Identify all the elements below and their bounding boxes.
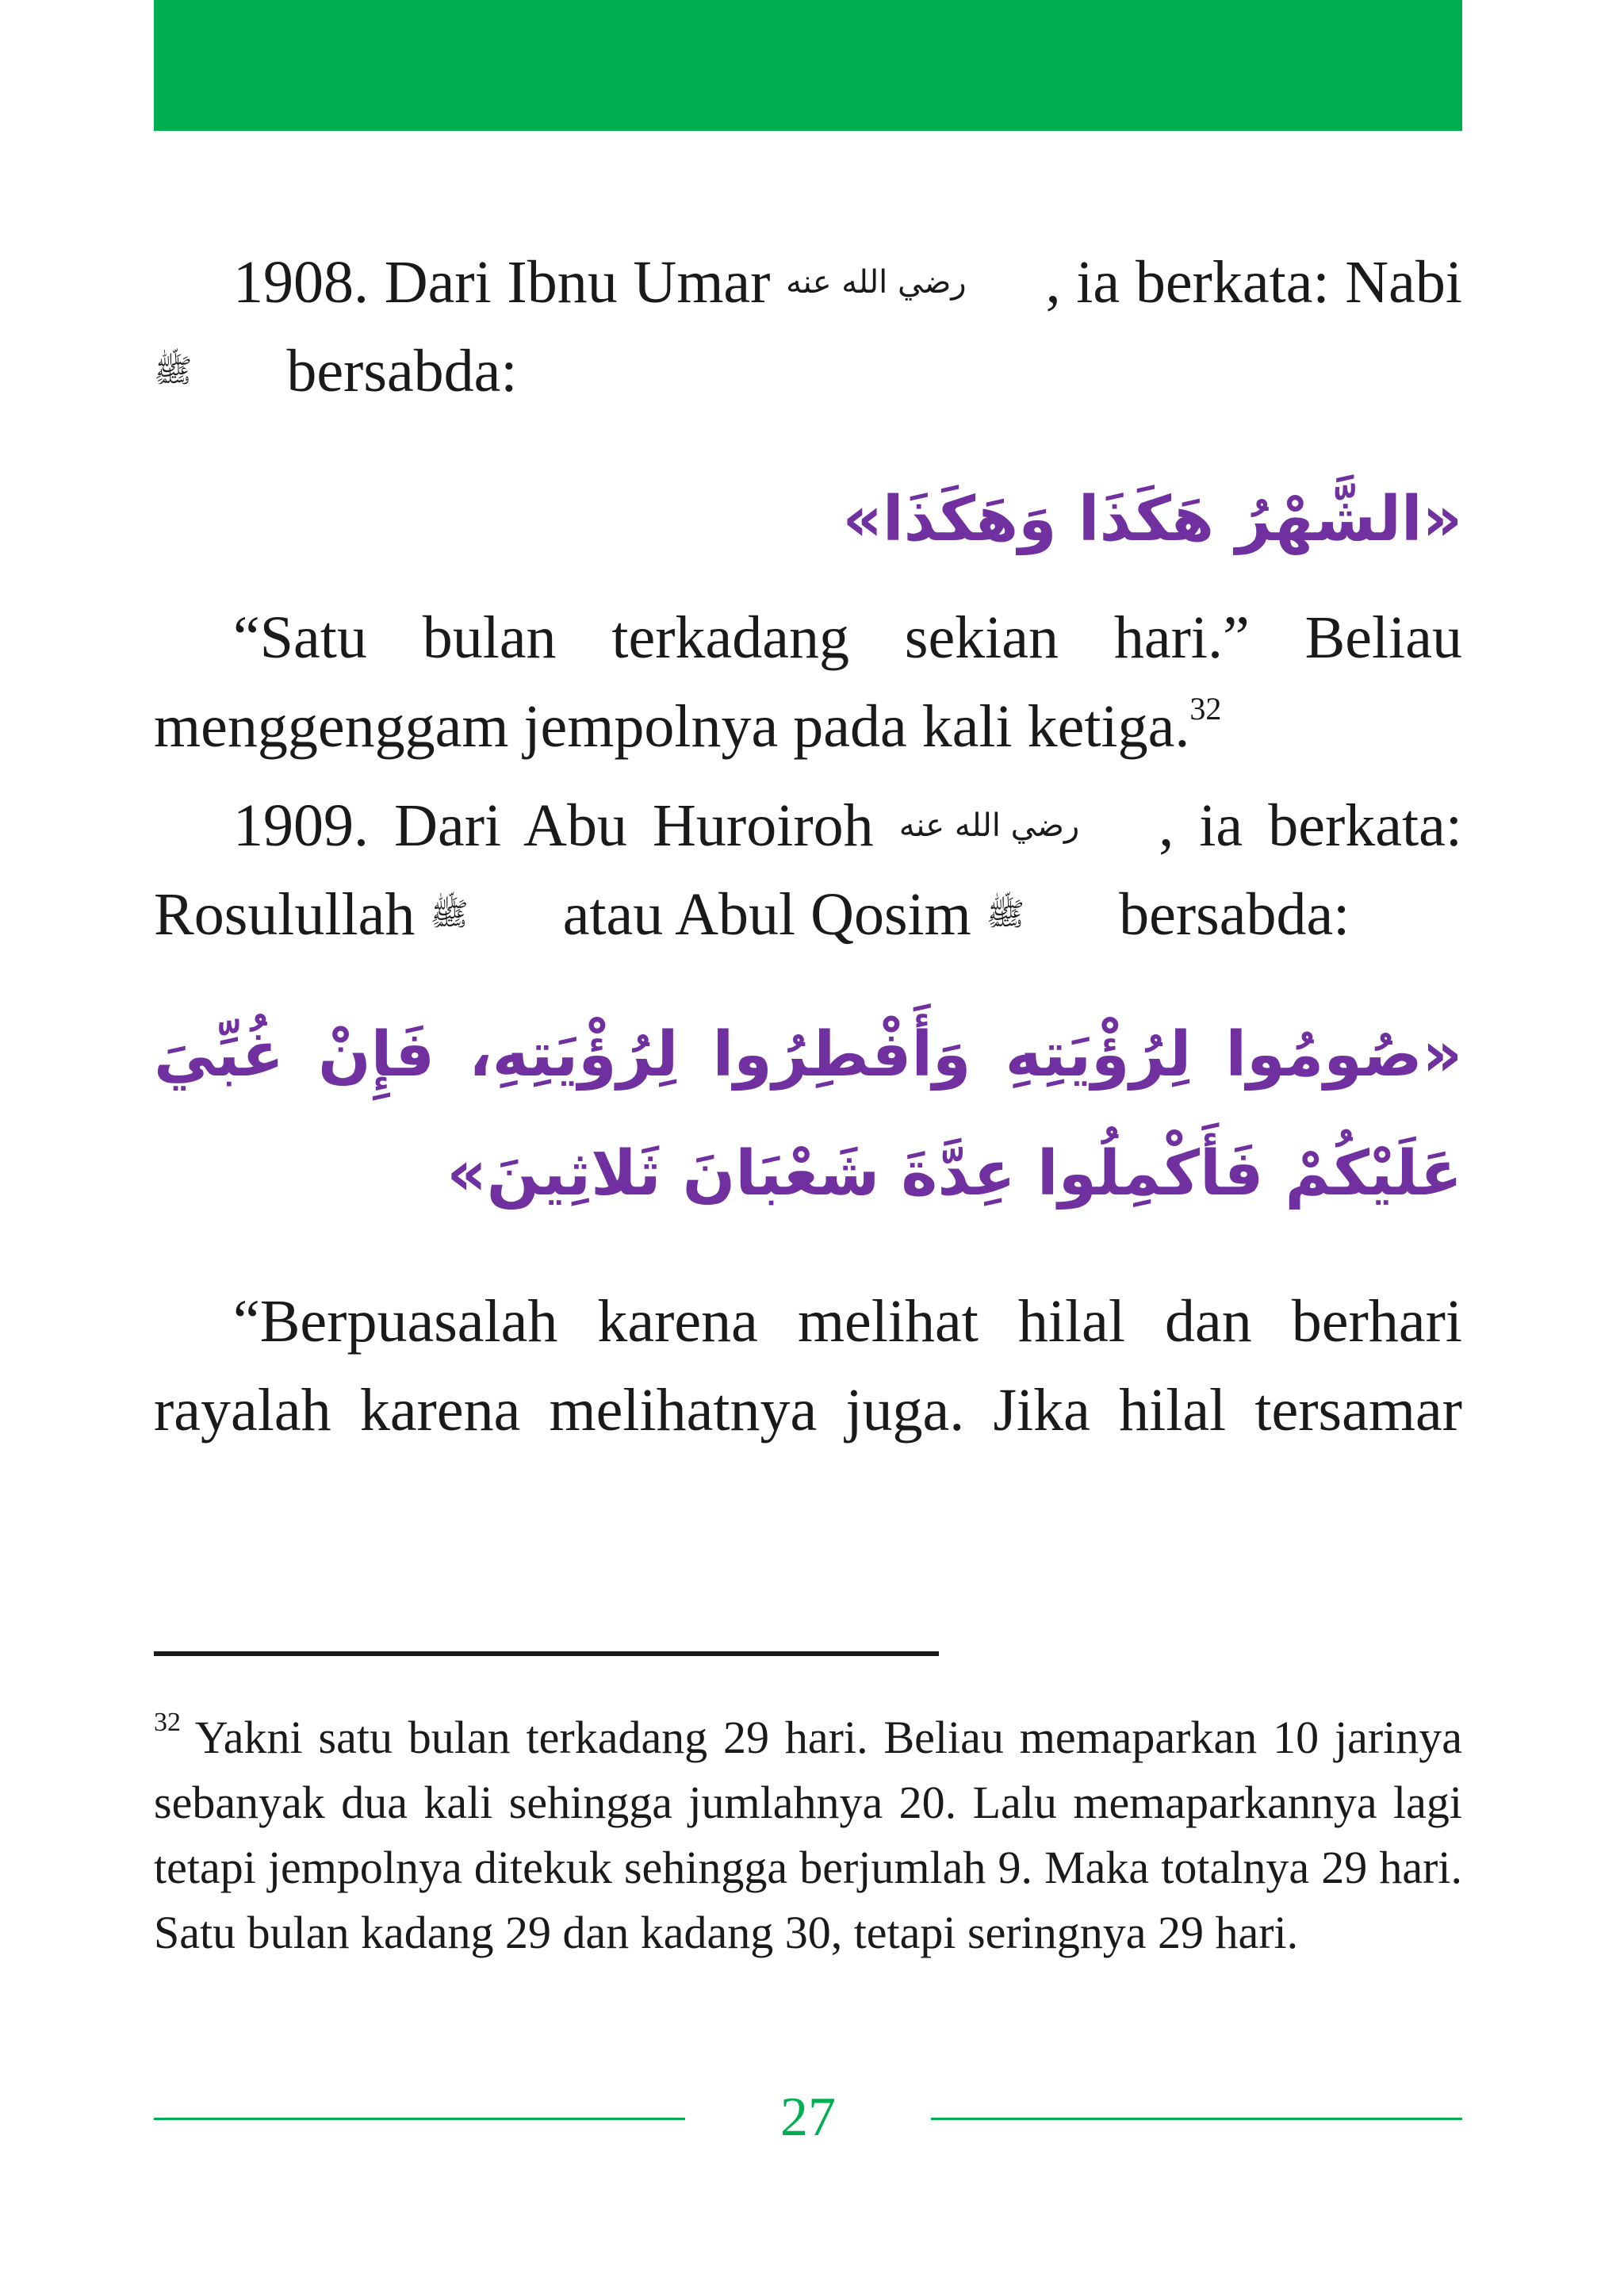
footnote-number: 32 xyxy=(154,1708,181,1737)
text-segment: atau Abul Qosim xyxy=(547,881,986,948)
page-footer xyxy=(154,2086,1462,2149)
footnote-reference[interactable]: 32 xyxy=(1189,691,1222,727)
page-number: 27 xyxy=(780,2087,836,2148)
hadith-1908-intro xyxy=(154,238,1462,416)
honorific-shallallahu-alaihi-wasallam: ﷺ xyxy=(430,896,469,933)
arabic-hadith-1909: «صُومُوا لِرُؤْيَتِهِ وَأَفْطِرُوا لِرُؤْيَتِهِ، فَإِنْ غُبِّيَ عَلَيْكُمْ فَأَكْمِلُوا عِدَّةَ شَعْبَانَ ثَلاثِينَ» xyxy=(154,1019,1462,1210)
header-band xyxy=(154,0,1462,131)
paragraph-translation-1908 xyxy=(154,593,1462,771)
footnote-text: Yakni satu bulan terkadang 29 hari. Beliau memaparkan 10 jarinya sebanyak dua kali sehingga jumlahnya 20. Lalu memaparkannya lagi tetapi jempolnya ditekuk sehingga berjumlah 9. Maka totalnya 29 hari. Satu bulan kadang 29 dan kadang 30, tetapi seringnya 29 hari. xyxy=(154,1712,1462,1958)
paragraph-translation-1909: “Berpuasalah karena melihat hilal dan berhari rayalah karena melihatnya juga. Jika hilal tersamar xyxy=(154,1288,1462,1444)
text-segment: bersabda: xyxy=(271,338,518,405)
text-segment: 1909. Dari Abu Huroiroh xyxy=(233,792,899,859)
text-segment: “Satu bulan terkadang sekian hari.” Beliau menggenggam jempolnya pada kali ketiga. xyxy=(154,604,1462,760)
text-segment: , ia berkata: Rosulullah xyxy=(154,792,1462,948)
footer-rule-right xyxy=(931,2118,1462,2120)
text-segment: , ia berkata: Nabi xyxy=(1045,249,1462,316)
honorific-radhiyallahu-anhu: رضي الله عنه xyxy=(898,807,1080,844)
hadith-1909-intro xyxy=(154,781,1462,959)
translation-1908 xyxy=(154,593,1462,771)
footnote-separator xyxy=(154,1651,939,1656)
honorific-radhiyallahu-anhu: رضي الله عنه xyxy=(786,264,967,301)
paragraph-1909 xyxy=(154,781,1462,959)
honorific-shallallahu-alaihi-wasallam: ﷺ xyxy=(154,353,193,389)
translation-1909 xyxy=(154,1277,1462,1455)
paragraph-1908 xyxy=(154,238,1462,416)
honorific-shallallahu-alaihi-wasallam: ﷺ xyxy=(986,896,1025,933)
text-segment: bersabda: xyxy=(1104,881,1350,948)
footnote-32 xyxy=(154,1705,1462,1965)
text-segment: 1908. Dari Ibnu Umar xyxy=(233,249,787,316)
arabic-hadith-1908: «الشَّهْرُ هَكَذَا وَهَكَذَا» xyxy=(842,484,1462,555)
